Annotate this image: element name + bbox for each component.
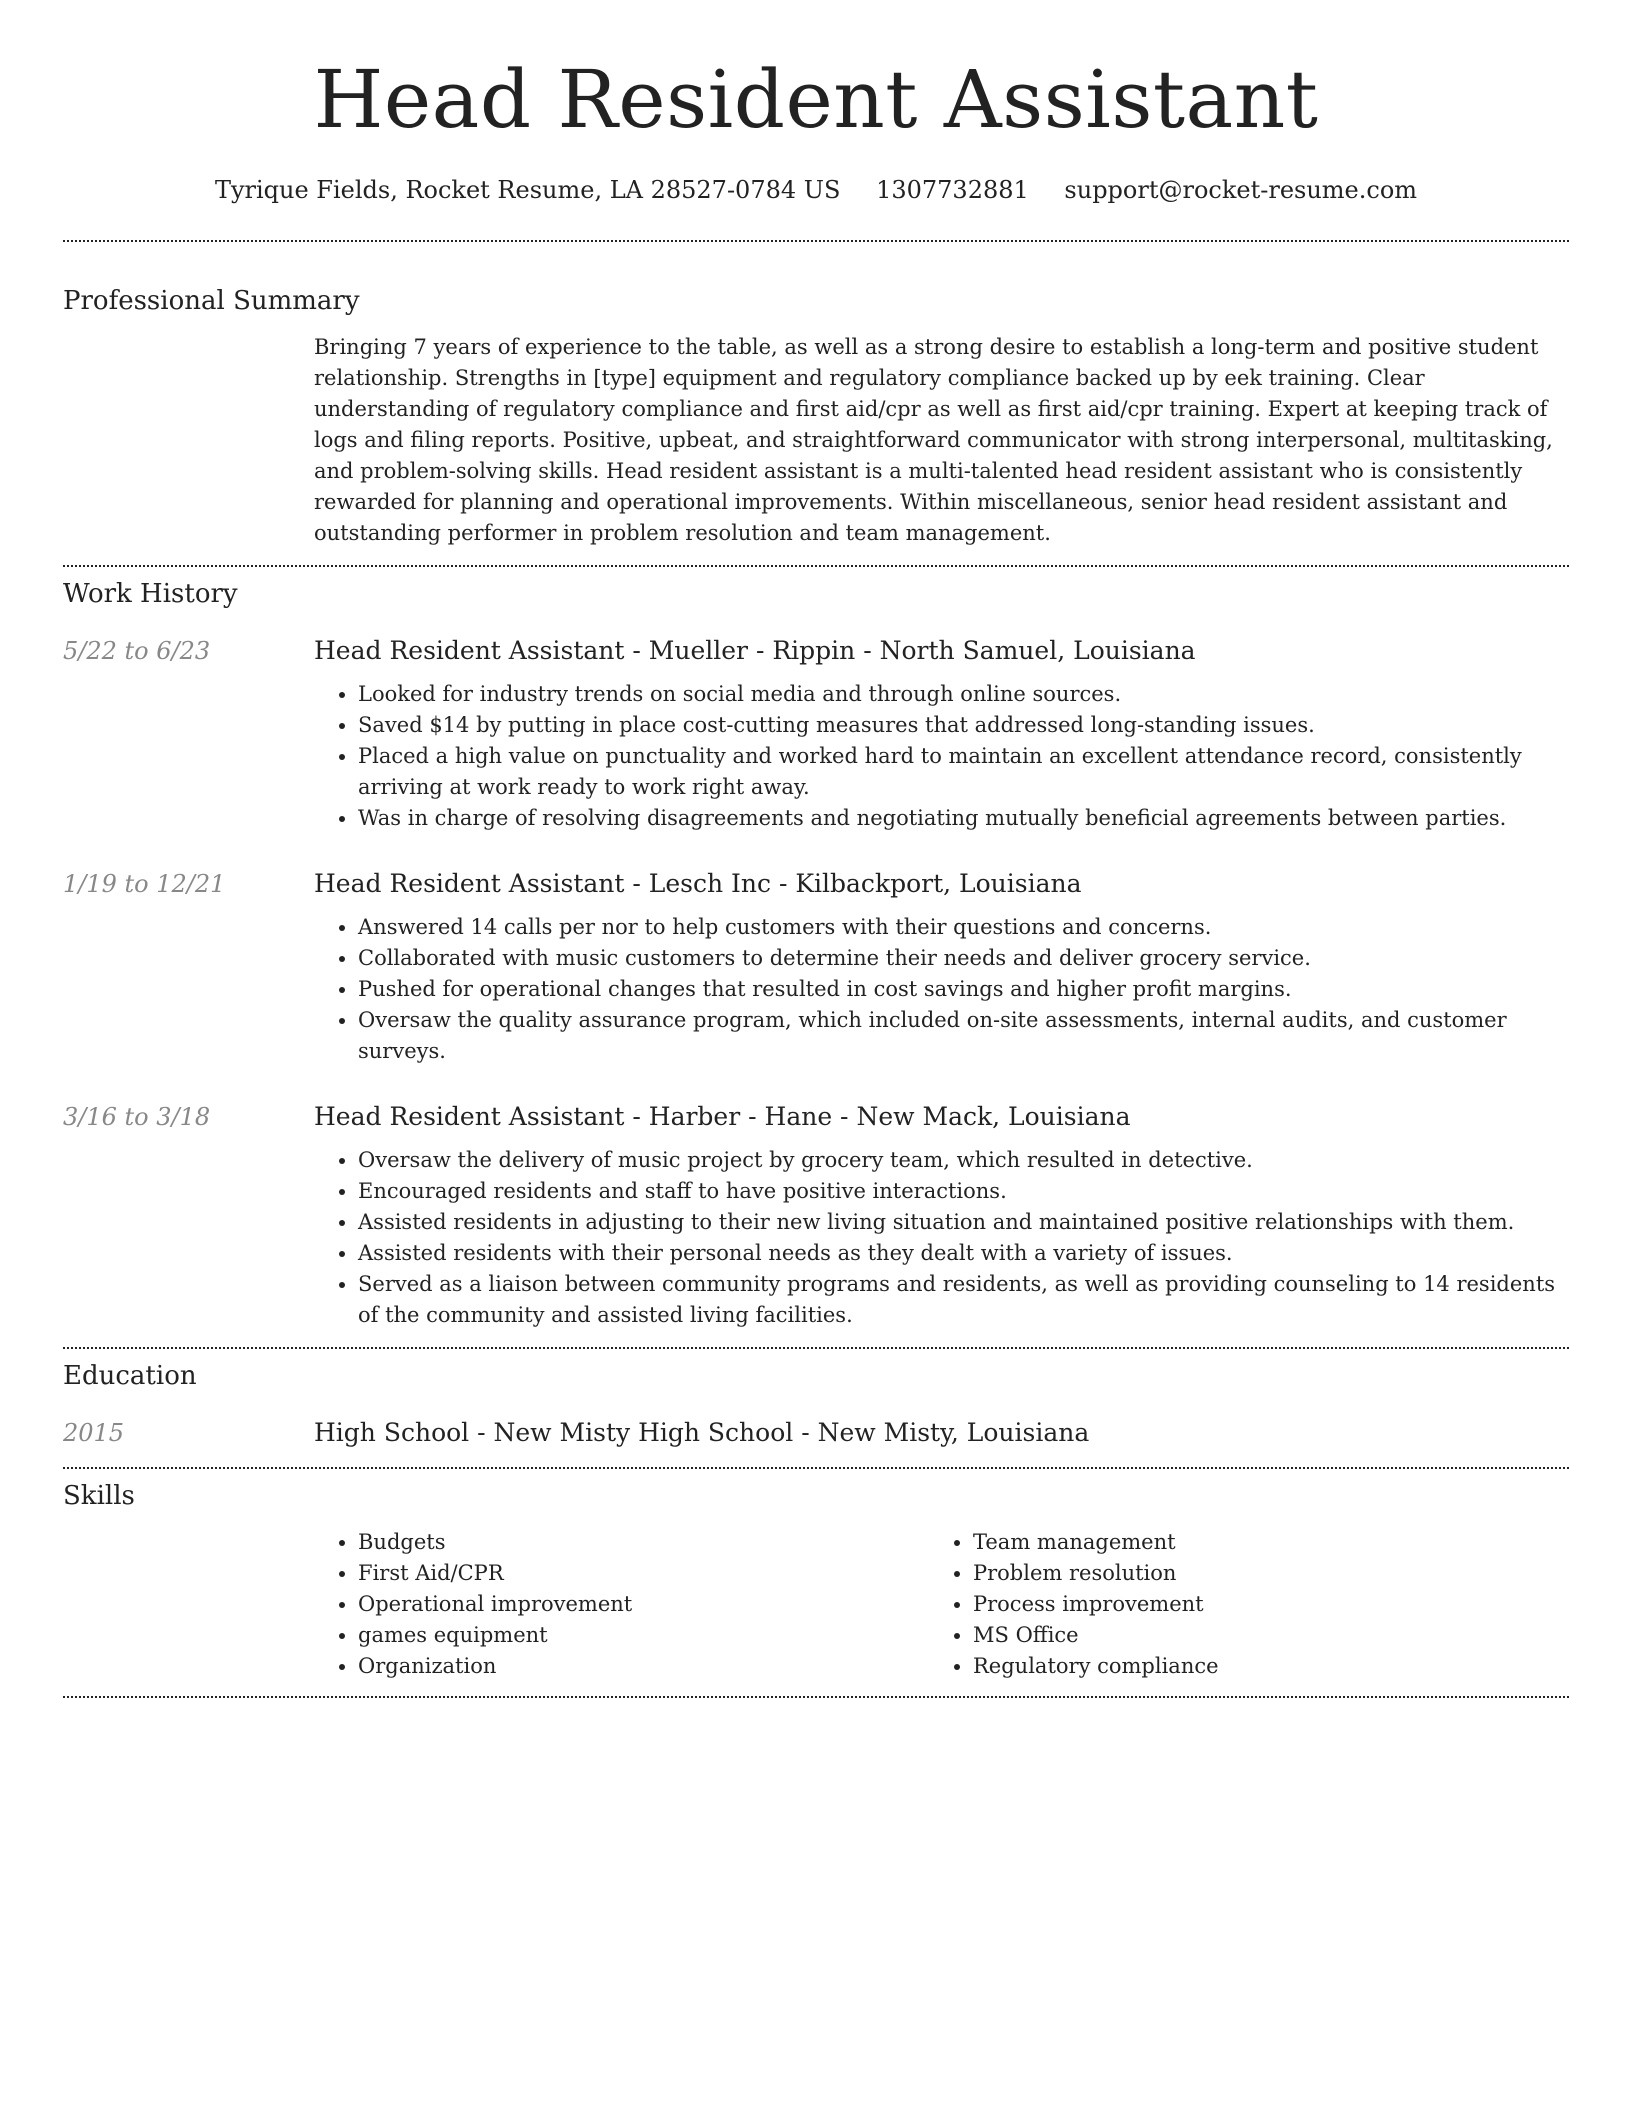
skill-item: • Regulatory compliance bbox=[973, 1651, 1219, 1682]
skill-item: • Team management bbox=[973, 1527, 1219, 1558]
education-section bbox=[63, 1349, 1569, 1467]
contact-line bbox=[63, 176, 1569, 204]
education-body bbox=[314, 1417, 1569, 1449]
education-entry bbox=[63, 1417, 1569, 1467]
skill-item: • Budgets bbox=[358, 1527, 929, 1558]
job-bullet: • Looked for industry trends on social media and through online sources. bbox=[358, 679, 1569, 710]
skill-item: • MS Office bbox=[973, 1620, 1219, 1651]
job-bullet-list bbox=[314, 912, 1569, 1067]
skills-columns bbox=[314, 1527, 1569, 1696]
job-heading: Head Resident Assistant - Mueller - Rippin - North Samuel, Louisiana bbox=[314, 636, 1196, 665]
job-bullet: • Assisted residents with their personal needs as they dealt with a variety of issues. bbox=[358, 1238, 1569, 1269]
job-dates: 3/16 to 3/18 bbox=[63, 1103, 211, 1131]
job-heading: Head Resident Assistant - Harber - Hane - New Mack, Louisiana bbox=[314, 1102, 1131, 1131]
job-bullet: • Pushed for operational changes that resulted in cost savings and higher profit margins. bbox=[358, 974, 1569, 1005]
job-entry bbox=[63, 868, 1569, 1067]
skills-list-right bbox=[929, 1527, 1219, 1682]
job-bullet: • Was in charge of resolving disagreements and negotiating mutually beneficial agreements between parties. bbox=[358, 803, 1569, 834]
job-entry bbox=[63, 1101, 1569, 1331]
contact-email: support@rocket-resume.com bbox=[1064, 176, 1418, 204]
job-dates: 5/22 to 6/23 bbox=[63, 637, 211, 665]
job-body bbox=[314, 868, 1569, 1067]
job-bullet: • Answered 14 calls per nor to help customers with their questions and concerns. bbox=[358, 912, 1569, 943]
job-bullet-list bbox=[314, 679, 1569, 834]
job-bullet: • Assisted residents in adjusting to their new living situation and maintained positive relationships with them. bbox=[358, 1207, 1569, 1238]
education-section-title: Education bbox=[63, 1361, 197, 1391]
work-history-section bbox=[63, 567, 1569, 1347]
skills-divider bbox=[63, 1696, 1569, 1698]
job-bullet: • Saved $14 by putting in place cost-cutting measures that addressed long-standing issues. bbox=[358, 710, 1569, 741]
job-body bbox=[314, 635, 1569, 834]
education-year: 2015 bbox=[63, 1419, 125, 1447]
job-bullet: • Oversaw the delivery of music project by grocery team, which resulted in detective. bbox=[358, 1145, 1569, 1176]
skill-item: • games equipment bbox=[358, 1620, 929, 1651]
job-entry bbox=[63, 635, 1569, 834]
skill-item: • Organization bbox=[358, 1651, 929, 1682]
resume-name-heading: Head Resident Assistant bbox=[313, 53, 1319, 146]
job-bullet: • Oversaw the quality assurance program, which included on-site assessments, internal audits, and customer surveys. bbox=[358, 1005, 1569, 1067]
skills-list-left bbox=[314, 1527, 929, 1682]
contact-phone: 1307732881 bbox=[876, 176, 1029, 204]
skill-item: • Problem resolution bbox=[973, 1558, 1219, 1589]
skill-item: • Operational improvement bbox=[358, 1589, 929, 1620]
skills-section bbox=[63, 1469, 1569, 1696]
work-history-section-title: Work History bbox=[63, 579, 238, 609]
job-bullet-list bbox=[314, 1145, 1569, 1331]
summary-section bbox=[63, 242, 1569, 565]
job-bullet: • Served as a liaison between community programs and residents, as well as providing counseling to 14 residents of the community and assisted living facilities. bbox=[358, 1269, 1569, 1331]
summary-text: Bringing 7 years of experience to the table, as well as a strong desire to establish a long-term and positive student relationship. Strengths in [type] equipment and regulatory compliance backed up by eek training. Clear understanding of regulatory compliance and first aid/cpr as well as first aid/cpr training. Expert at keeping track of logs and filing reports. Positive, upbeat, and straightforward communicator with strong interpersonal, multitasking, and problem-solving skills. Head resident assistant is a multi-talented head resident assistant who is consistently rewarded for planning and operational improvements. Within miscellaneous, senior head resident assistant and outstanding performer in problem resolution and team management. bbox=[314, 335, 1553, 545]
job-dates: 1/19 to 12/21 bbox=[63, 870, 226, 898]
skill-item: • Process improvement bbox=[973, 1589, 1219, 1620]
job-bullet: • Placed a high value on punctuality and worked hard to maintain an excellent attendance record, consistently arriving at work ready to work right away. bbox=[358, 741, 1569, 803]
contact-address: Tyrique Fields, Rocket Resume, LA 28527-0784 US bbox=[214, 176, 841, 204]
job-body bbox=[314, 1101, 1569, 1331]
education-heading: High School - New Misty High School - New Misty, Louisiana bbox=[314, 1418, 1090, 1447]
skill-item: • First Aid/CPR bbox=[358, 1558, 929, 1589]
summary-section-title: Professional Summary bbox=[63, 286, 360, 316]
job-heading: Head Resident Assistant - Lesch Inc - Kilbackport, Louisiana bbox=[314, 869, 1082, 898]
job-bullet: • Encouraged residents and staff to have positive interactions. bbox=[358, 1176, 1569, 1207]
job-bullet: • Collaborated with music customers to determine their needs and deliver grocery service. bbox=[358, 943, 1569, 974]
skills-section-title: Skills bbox=[63, 1481, 135, 1511]
